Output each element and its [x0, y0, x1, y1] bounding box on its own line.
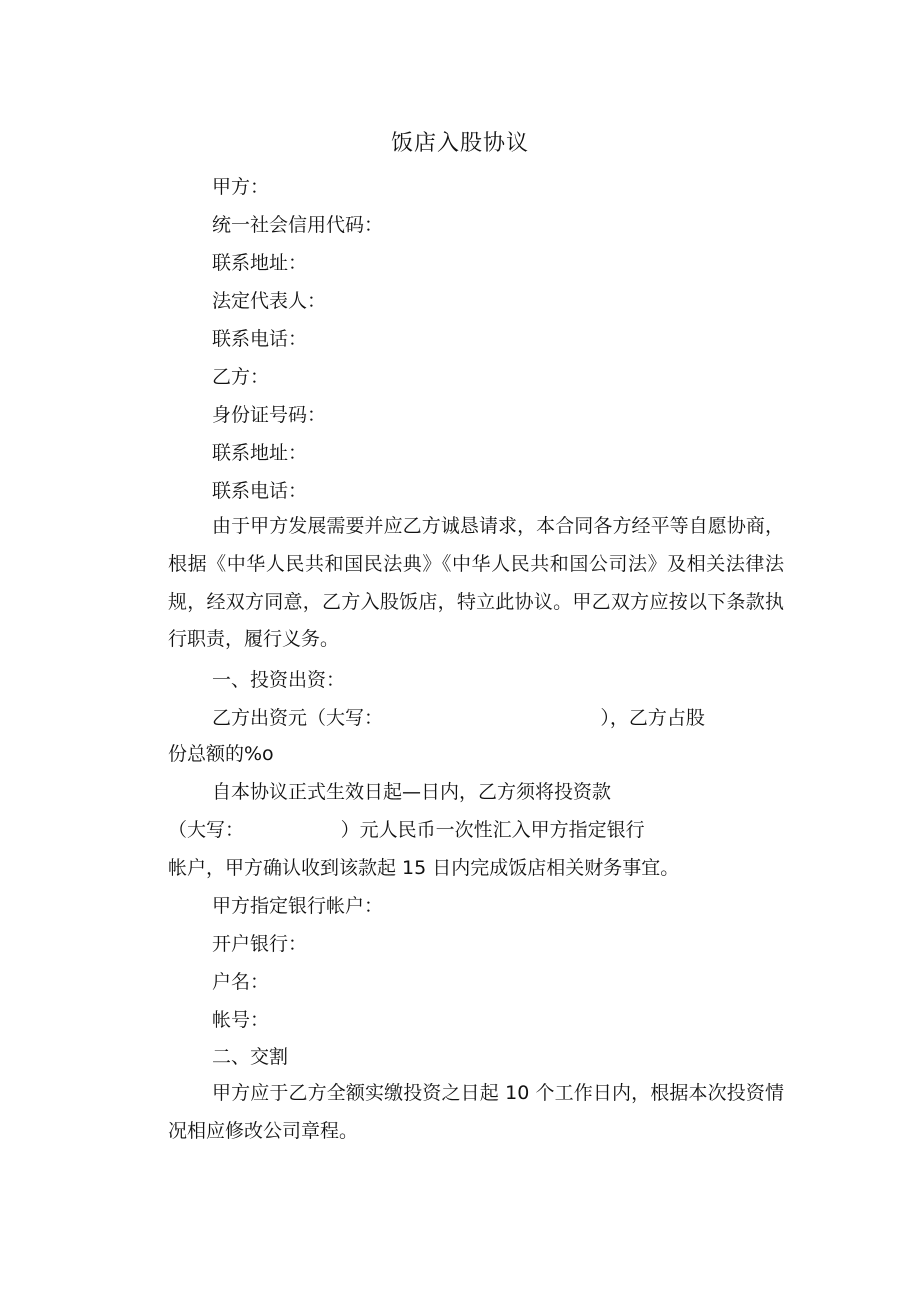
- section1-heading: 一、投资出资：: [212, 669, 346, 691]
- account-number-label: 帐号：: [212, 1009, 270, 1031]
- account-name-label: 户名：: [212, 971, 270, 993]
- document-title: 饭店入股协议: [390, 131, 529, 156]
- intro-paragraph: 由于甲方发展需要并应乙方诚恳请求，本合同各方经平等自愿协商，根据《中华人民共和国民法典》《中华人民共和国公司法》及相关法律法规，经双方同意，乙方入股饭店，特立此协议。甲乙双方应按以下条款执行职责，履行义务。: [168, 515, 784, 651]
- investment-amount-line: 乙方出资元（大写： ），乙方占股: [212, 707, 705, 729]
- share-percentage-line: 份总额的%o: [168, 743, 274, 765]
- section2-paragraph: 甲方应于乙方全额实缴投资之日起 10 个工作日内，根据本次投资情况相应修改公司章程。: [168, 1082, 784, 1142]
- party-a-legal-rep-label: 法定代表人：: [212, 290, 327, 312]
- bank-account-heading: 甲方指定银行帐户：: [212, 895, 384, 917]
- payment-amount-line: （大写： ）元人民币一次性汇入甲方指定银行: [168, 819, 645, 841]
- party-b-id-label: 身份证号码：: [212, 404, 327, 426]
- section2-heading: 二、交割: [212, 1046, 289, 1068]
- payment-confirmation-line: 帐户，甲方确认收到该款起 15 日内完成饭店相关财务事宜。: [168, 857, 680, 879]
- party-a-phone-label: 联系电话：: [212, 328, 308, 350]
- party-b-phone-label: 联系电话：: [212, 480, 308, 502]
- bank-name-label: 开户银行：: [212, 933, 308, 955]
- party-b-heading: 乙方：: [212, 366, 270, 388]
- party-a-heading: 甲方：: [212, 176, 270, 198]
- payment-deadline-line: 自本协议正式生效日起—日内，乙方须将投资款: [212, 781, 612, 803]
- party-b-address-label: 联系地址：: [212, 442, 308, 464]
- party-a-credit-code-label: 统一社会信用代码：: [212, 214, 384, 236]
- party-a-address-label: 联系地址：: [212, 252, 308, 274]
